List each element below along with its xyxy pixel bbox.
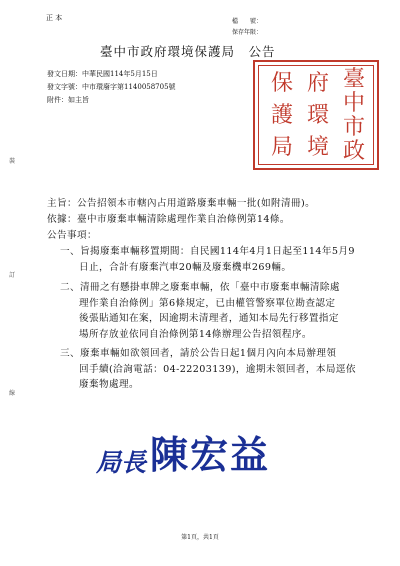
notice-item-3: 三、廢棄車輛如欲領回者，請於公告日起1個月內向本局辦理領 回手續(洽詢電話：04-22203139)，逾期未領回者，本局逕依 廢棄物處理。	[60, 348, 356, 390]
binding-mark-3: 線	[8, 390, 15, 397]
seal-column-1: 臺 中 市 政	[342, 67, 365, 164]
doc-number: 發文字號：中市環廢字第1140058705號	[47, 83, 176, 91]
notice-item-1: 一、旨揭廢棄車輛移置期間：自民國114年4月1日起至114年5月9 日止，合計有廢棄汽車20輛及廢棄機車269輛。	[60, 246, 355, 273]
attachment: 附件：如主旨	[47, 96, 89, 104]
signature-title: 局長	[96, 448, 147, 477]
corner-label: 正 本	[46, 14, 63, 22]
seal-column-2: 府 環 境	[306, 71, 329, 160]
file-no-label: 檔 號：	[232, 18, 263, 25]
signature-name: 陳宏益	[150, 432, 271, 477]
page-title: 臺中市政府環境保護局 公告	[100, 44, 276, 59]
binding-mark-2: 訂	[8, 272, 15, 279]
binding-mark-1: 裝	[8, 158, 15, 165]
seal-column-3: 保 護 局	[270, 71, 293, 160]
retention-label: 保存年限：	[232, 29, 263, 36]
issue-date: 發文日期：中華民國114年5月15日	[47, 70, 158, 78]
notice-item-2: 二、清冊之有懸掛車牌之廢棄車輛，依「臺中市廢棄車輛清除處 理作業自治條例」第6條規定，已由權管警察單位勘查認定 後張貼通知在案，因逾期未清理者，通知本局先行移置指定 場所存放並依同自治條例第14條辦理公告招領程序。	[60, 282, 340, 340]
subject-line: 主旨：公告招領本市轄內占用道路廢棄車輛一批(如附清冊)。	[47, 198, 316, 209]
official-seal-stamp	[253, 60, 379, 170]
director-signature	[96, 424, 271, 477]
basis-line: 依據：臺中市廢棄車輛清除處理作業自治條例第14條。	[47, 214, 290, 225]
notice-heading: 公告事項：	[47, 230, 97, 241]
page-footer: 第1頁，共1頁	[181, 534, 219, 541]
